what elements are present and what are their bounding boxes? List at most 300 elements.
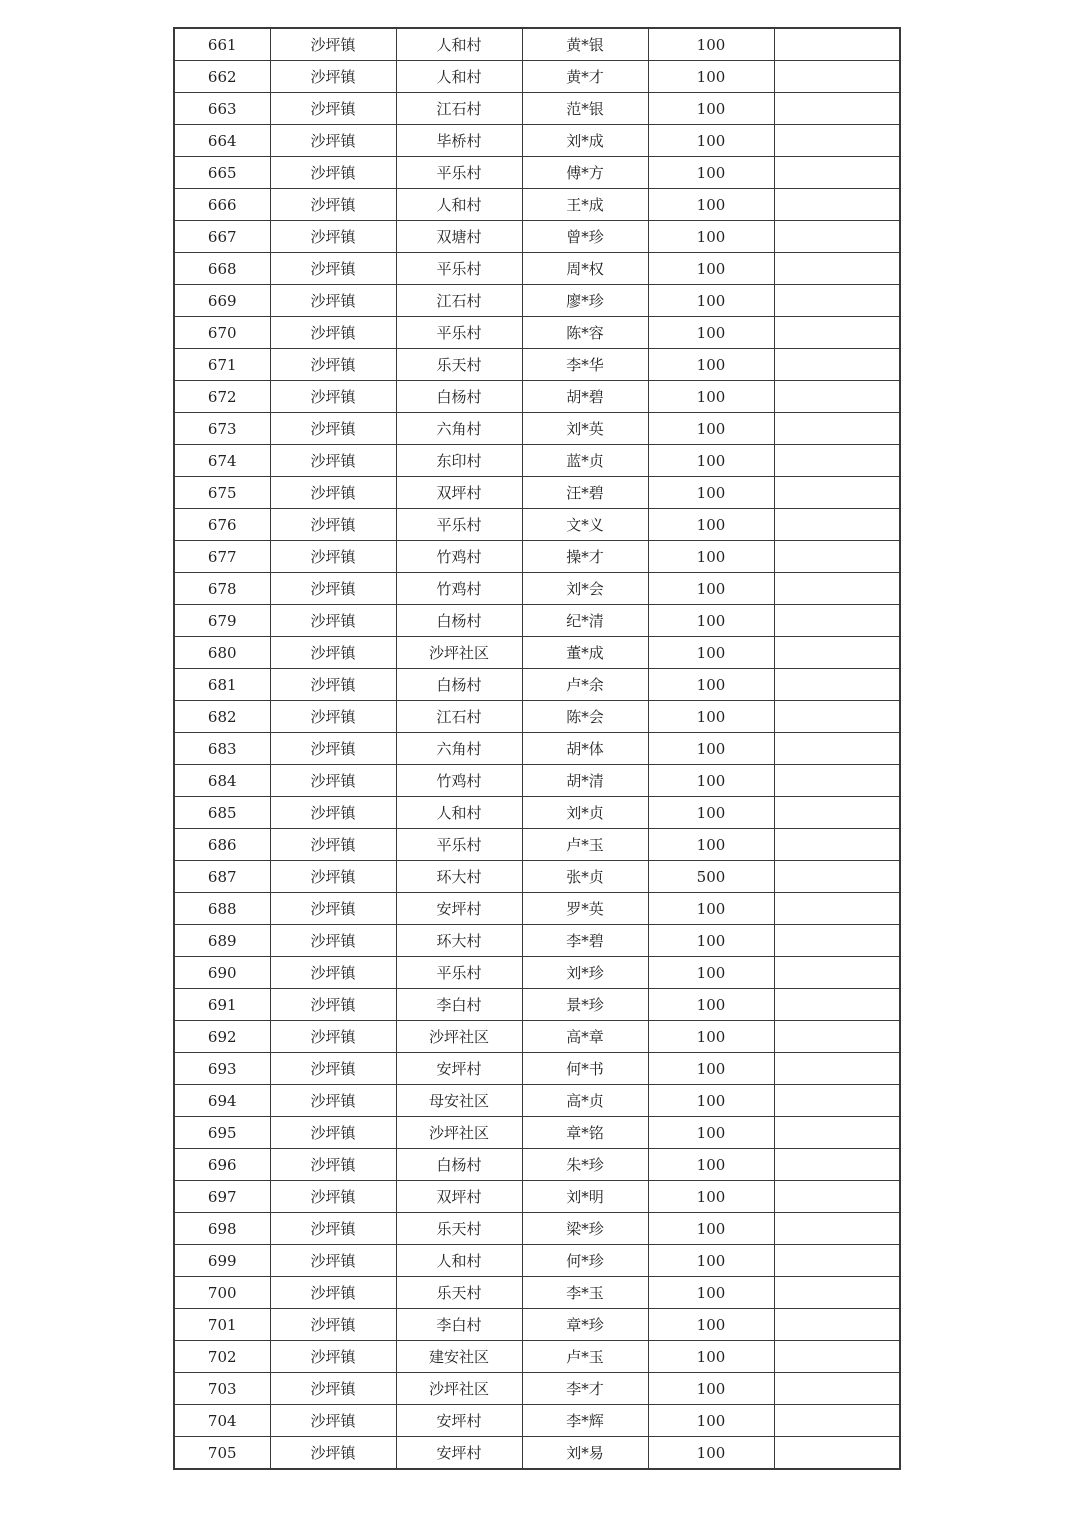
amount-cell: 100: [648, 1181, 774, 1213]
row-number-cell: 696: [174, 1149, 270, 1181]
village-cell: 乐天村: [396, 1213, 522, 1245]
note-cell: [774, 1085, 900, 1117]
name-cell: 卢*余: [522, 669, 648, 701]
name-cell: 胡*清: [522, 765, 648, 797]
town-cell: 沙坪镇: [270, 221, 396, 253]
row-number-cell: 685: [174, 797, 270, 829]
town-cell: 沙坪镇: [270, 1117, 396, 1149]
town-cell: 沙坪镇: [270, 701, 396, 733]
village-cell: 乐天村: [396, 349, 522, 381]
town-cell: 沙坪镇: [270, 125, 396, 157]
table-row: [174, 93, 900, 125]
row-number-cell: 694: [174, 1085, 270, 1117]
note-cell: [774, 285, 900, 317]
village-cell: 毕桥村: [396, 125, 522, 157]
table-row: [174, 1277, 900, 1309]
name-cell: 高*贞: [522, 1085, 648, 1117]
amount-cell: 100: [648, 221, 774, 253]
table-row: [174, 541, 900, 573]
table-row: [174, 1149, 900, 1181]
table-row: [174, 1373, 900, 1405]
village-cell: 环大村: [396, 861, 522, 893]
name-cell: 王*成: [522, 189, 648, 221]
town-cell: 沙坪镇: [270, 1181, 396, 1213]
name-cell: 何*书: [522, 1053, 648, 1085]
row-number-cell: 674: [174, 445, 270, 477]
note-cell: [774, 1405, 900, 1437]
name-cell: 范*银: [522, 93, 648, 125]
row-number-cell: 702: [174, 1341, 270, 1373]
recipient-table: [173, 27, 901, 1470]
table-row: [174, 957, 900, 989]
town-cell: 沙坪镇: [270, 925, 396, 957]
amount-cell: 100: [648, 253, 774, 285]
village-cell: 沙坪社区: [396, 1373, 522, 1405]
name-cell: 章*铭: [522, 1117, 648, 1149]
name-cell: 李*华: [522, 349, 648, 381]
name-cell: 胡*体: [522, 733, 648, 765]
town-cell: 沙坪镇: [270, 157, 396, 189]
note-cell: [774, 861, 900, 893]
name-cell: 朱*珍: [522, 1149, 648, 1181]
town-cell: 沙坪镇: [270, 1277, 396, 1309]
note-cell: [774, 925, 900, 957]
name-cell: 周*权: [522, 253, 648, 285]
row-number-cell: 667: [174, 221, 270, 253]
table-row: [174, 1085, 900, 1117]
village-cell: 白杨村: [396, 605, 522, 637]
amount-cell: 100: [648, 797, 774, 829]
table-row: [174, 797, 900, 829]
amount-cell: 100: [648, 1053, 774, 1085]
note-cell: [774, 893, 900, 925]
name-cell: 文*义: [522, 509, 648, 541]
town-cell: 沙坪镇: [270, 189, 396, 221]
town-cell: 沙坪镇: [270, 861, 396, 893]
table-row: [174, 1053, 900, 1085]
row-number-cell: 699: [174, 1245, 270, 1277]
note-cell: [774, 541, 900, 573]
amount-cell: 100: [648, 93, 774, 125]
note-cell: [774, 93, 900, 125]
name-cell: 李*碧: [522, 925, 648, 957]
amount-cell: 100: [648, 1277, 774, 1309]
amount-cell: 100: [648, 605, 774, 637]
amount-cell: 100: [648, 509, 774, 541]
amount-cell: 100: [648, 28, 774, 61]
note-cell: [774, 509, 900, 541]
amount-cell: 100: [648, 157, 774, 189]
table-row: [174, 285, 900, 317]
amount-cell: 100: [648, 1085, 774, 1117]
table-row: [174, 189, 900, 221]
row-number-cell: 700: [174, 1277, 270, 1309]
amount-cell: 100: [648, 637, 774, 669]
village-cell: 沙坪社区: [396, 637, 522, 669]
row-number-cell: 676: [174, 509, 270, 541]
name-cell: 李*辉: [522, 1405, 648, 1437]
note-cell: [774, 1181, 900, 1213]
name-cell: 李*玉: [522, 1277, 648, 1309]
row-number-cell: 661: [174, 28, 270, 61]
town-cell: 沙坪镇: [270, 1149, 396, 1181]
table-row: [174, 317, 900, 349]
note-cell: [774, 669, 900, 701]
row-number-cell: 692: [174, 1021, 270, 1053]
village-cell: 沙坪社区: [396, 1021, 522, 1053]
row-number-cell: 687: [174, 861, 270, 893]
village-cell: 江石村: [396, 701, 522, 733]
town-cell: 沙坪镇: [270, 1053, 396, 1085]
town-cell: 沙坪镇: [270, 893, 396, 925]
town-cell: 沙坪镇: [270, 28, 396, 61]
name-cell: 梁*珍: [522, 1213, 648, 1245]
name-cell: 卢*玉: [522, 829, 648, 861]
amount-cell: 100: [648, 573, 774, 605]
amount-cell: 100: [648, 1341, 774, 1373]
village-cell: 安坪村: [396, 893, 522, 925]
village-cell: 江石村: [396, 93, 522, 125]
note-cell: [774, 413, 900, 445]
table-row: [174, 253, 900, 285]
row-number-cell: 664: [174, 125, 270, 157]
name-cell: 刘*贞: [522, 797, 648, 829]
row-number-cell: 689: [174, 925, 270, 957]
town-cell: 沙坪镇: [270, 349, 396, 381]
row-number-cell: 671: [174, 349, 270, 381]
table-row: [174, 445, 900, 477]
table-row: [174, 1405, 900, 1437]
row-number-cell: 703: [174, 1373, 270, 1405]
note-cell: [774, 28, 900, 61]
note-cell: [774, 61, 900, 93]
village-cell: 人和村: [396, 797, 522, 829]
table-row: [174, 221, 900, 253]
row-number-cell: 675: [174, 477, 270, 509]
village-cell: 平乐村: [396, 253, 522, 285]
town-cell: 沙坪镇: [270, 829, 396, 861]
village-cell: 人和村: [396, 189, 522, 221]
village-cell: 人和村: [396, 28, 522, 61]
row-number-cell: 698: [174, 1213, 270, 1245]
note-cell: [774, 1245, 900, 1277]
amount-cell: 100: [648, 1405, 774, 1437]
note-cell: [774, 1277, 900, 1309]
town-cell: 沙坪镇: [270, 285, 396, 317]
name-cell: 李*才: [522, 1373, 648, 1405]
name-cell: 景*珍: [522, 989, 648, 1021]
note-cell: [774, 797, 900, 829]
note-cell: [774, 637, 900, 669]
town-cell: 沙坪镇: [270, 1373, 396, 1405]
note-cell: [774, 1117, 900, 1149]
amount-cell: 100: [648, 125, 774, 157]
table-row: [174, 381, 900, 413]
table-row: [174, 1437, 900, 1470]
village-cell: 母安社区: [396, 1085, 522, 1117]
table-row: [174, 733, 900, 765]
village-cell: 安坪村: [396, 1053, 522, 1085]
table-row: [174, 669, 900, 701]
name-cell: 曾*珍: [522, 221, 648, 253]
row-number-cell: 683: [174, 733, 270, 765]
village-cell: 安坪村: [396, 1437, 522, 1470]
amount-cell: 100: [648, 381, 774, 413]
row-number-cell: 662: [174, 61, 270, 93]
note-cell: [774, 253, 900, 285]
name-cell: 卢*玉: [522, 1341, 648, 1373]
amount-cell: 100: [648, 765, 774, 797]
village-cell: 白杨村: [396, 669, 522, 701]
village-cell: 李白村: [396, 1309, 522, 1341]
name-cell: 操*才: [522, 541, 648, 573]
village-cell: 沙坪社区: [396, 1117, 522, 1149]
town-cell: 沙坪镇: [270, 381, 396, 413]
town-cell: 沙坪镇: [270, 1437, 396, 1470]
note-cell: [774, 605, 900, 637]
row-number-cell: 684: [174, 765, 270, 797]
row-number-cell: 681: [174, 669, 270, 701]
table-row: [174, 925, 900, 957]
amount-cell: 100: [648, 349, 774, 381]
amount-cell: 100: [648, 1117, 774, 1149]
note-cell: [774, 989, 900, 1021]
row-number-cell: 673: [174, 413, 270, 445]
name-cell: 蓝*贞: [522, 445, 648, 477]
table-row: [174, 701, 900, 733]
amount-cell: 100: [648, 893, 774, 925]
name-cell: 董*成: [522, 637, 648, 669]
name-cell: 高*章: [522, 1021, 648, 1053]
table-row: [174, 28, 900, 61]
note-cell: [774, 125, 900, 157]
village-cell: 白杨村: [396, 1149, 522, 1181]
note-cell: [774, 1053, 900, 1085]
amount-cell: 100: [648, 541, 774, 573]
town-cell: 沙坪镇: [270, 605, 396, 637]
table-row: [174, 509, 900, 541]
town-cell: 沙坪镇: [270, 413, 396, 445]
table-row: [174, 605, 900, 637]
row-number-cell: 691: [174, 989, 270, 1021]
village-cell: 平乐村: [396, 829, 522, 861]
name-cell: 廖*珍: [522, 285, 648, 317]
town-cell: 沙坪镇: [270, 61, 396, 93]
town-cell: 沙坪镇: [270, 253, 396, 285]
table-row: [174, 765, 900, 797]
name-cell: 刘*英: [522, 413, 648, 445]
note-cell: [774, 1021, 900, 1053]
name-cell: 刘*易: [522, 1437, 648, 1470]
row-number-cell: 665: [174, 157, 270, 189]
table-row: [174, 1181, 900, 1213]
row-number-cell: 695: [174, 1117, 270, 1149]
amount-cell: 100: [648, 669, 774, 701]
table-row: [174, 637, 900, 669]
name-cell: 章*珍: [522, 1309, 648, 1341]
table-row: [174, 125, 900, 157]
amount-cell: 100: [648, 61, 774, 93]
amount-cell: 100: [648, 189, 774, 221]
amount-cell: 100: [648, 1021, 774, 1053]
amount-cell: 100: [648, 829, 774, 861]
table-row: [174, 893, 900, 925]
note-cell: [774, 157, 900, 189]
town-cell: 沙坪镇: [270, 765, 396, 797]
village-cell: 双塘村: [396, 221, 522, 253]
table-row: [174, 349, 900, 381]
amount-cell: 100: [648, 957, 774, 989]
table-row: [174, 157, 900, 189]
name-cell: 何*珍: [522, 1245, 648, 1277]
amount-cell: 100: [648, 1245, 774, 1277]
row-number-cell: 663: [174, 93, 270, 125]
village-cell: 人和村: [396, 61, 522, 93]
row-number-cell: 690: [174, 957, 270, 989]
village-cell: 江石村: [396, 285, 522, 317]
row-number-cell: 701: [174, 1309, 270, 1341]
table-row: [174, 989, 900, 1021]
name-cell: 罗*英: [522, 893, 648, 925]
village-cell: 竹鸡村: [396, 573, 522, 605]
name-cell: 傅*方: [522, 157, 648, 189]
row-number-cell: 677: [174, 541, 270, 573]
row-number-cell: 669: [174, 285, 270, 317]
village-cell: 竹鸡村: [396, 765, 522, 797]
note-cell: [774, 1437, 900, 1470]
village-cell: 白杨村: [396, 381, 522, 413]
name-cell: 刘*珍: [522, 957, 648, 989]
amount-cell: 100: [648, 989, 774, 1021]
town-cell: 沙坪镇: [270, 669, 396, 701]
village-cell: 竹鸡村: [396, 541, 522, 573]
village-cell: 人和村: [396, 1245, 522, 1277]
village-cell: 平乐村: [396, 509, 522, 541]
amount-cell: 500: [648, 861, 774, 893]
amount-cell: 100: [648, 733, 774, 765]
amount-cell: 100: [648, 445, 774, 477]
note-cell: [774, 701, 900, 733]
table-body: [174, 28, 900, 1469]
name-cell: 张*贞: [522, 861, 648, 893]
town-cell: 沙坪镇: [270, 989, 396, 1021]
village-cell: 安坪村: [396, 1405, 522, 1437]
note-cell: [774, 1341, 900, 1373]
town-cell: 沙坪镇: [270, 317, 396, 349]
note-cell: [774, 477, 900, 509]
village-cell: 环大村: [396, 925, 522, 957]
note-cell: [774, 733, 900, 765]
village-cell: 双坪村: [396, 477, 522, 509]
table-row: [174, 1021, 900, 1053]
town-cell: 沙坪镇: [270, 1341, 396, 1373]
name-cell: 陈*容: [522, 317, 648, 349]
village-cell: 平乐村: [396, 957, 522, 989]
amount-cell: 100: [648, 413, 774, 445]
village-cell: 乐天村: [396, 1277, 522, 1309]
note-cell: [774, 829, 900, 861]
note-cell: [774, 573, 900, 605]
name-cell: 刘*会: [522, 573, 648, 605]
amount-cell: 100: [648, 285, 774, 317]
town-cell: 沙坪镇: [270, 1405, 396, 1437]
row-number-cell: 666: [174, 189, 270, 221]
row-number-cell: 670: [174, 317, 270, 349]
name-cell: 纪*清: [522, 605, 648, 637]
name-cell: 黄*才: [522, 61, 648, 93]
amount-cell: 100: [648, 477, 774, 509]
table-row: [174, 1117, 900, 1149]
table-row: [174, 829, 900, 861]
town-cell: 沙坪镇: [270, 957, 396, 989]
amount-cell: 100: [648, 1213, 774, 1245]
amount-cell: 100: [648, 1149, 774, 1181]
row-number-cell: 682: [174, 701, 270, 733]
note-cell: [774, 1149, 900, 1181]
town-cell: 沙坪镇: [270, 1213, 396, 1245]
town-cell: 沙坪镇: [270, 1309, 396, 1341]
town-cell: 沙坪镇: [270, 733, 396, 765]
note-cell: [774, 221, 900, 253]
table-row: [174, 1341, 900, 1373]
note-cell: [774, 765, 900, 797]
note-cell: [774, 445, 900, 477]
row-number-cell: 688: [174, 893, 270, 925]
amount-cell: 100: [648, 1437, 774, 1470]
row-number-cell: 672: [174, 381, 270, 413]
village-cell: 六角村: [396, 413, 522, 445]
amount-cell: 100: [648, 925, 774, 957]
row-number-cell: 705: [174, 1437, 270, 1470]
village-cell: 平乐村: [396, 317, 522, 349]
table-row: [174, 477, 900, 509]
town-cell: 沙坪镇: [270, 1021, 396, 1053]
row-number-cell: 693: [174, 1053, 270, 1085]
row-number-cell: 680: [174, 637, 270, 669]
note-cell: [774, 1213, 900, 1245]
row-number-cell: 686: [174, 829, 270, 861]
village-cell: 东印村: [396, 445, 522, 477]
table-row: [174, 1213, 900, 1245]
amount-cell: 100: [648, 1309, 774, 1341]
row-number-cell: 697: [174, 1181, 270, 1213]
amount-cell: 100: [648, 701, 774, 733]
name-cell: 刘*明: [522, 1181, 648, 1213]
town-cell: 沙坪镇: [270, 1085, 396, 1117]
name-cell: 黄*银: [522, 28, 648, 61]
village-cell: 六角村: [396, 733, 522, 765]
table-row: [174, 1245, 900, 1277]
note-cell: [774, 349, 900, 381]
town-cell: 沙坪镇: [270, 637, 396, 669]
name-cell: 陈*会: [522, 701, 648, 733]
name-cell: 刘*成: [522, 125, 648, 157]
town-cell: 沙坪镇: [270, 445, 396, 477]
village-cell: 双坪村: [396, 1181, 522, 1213]
amount-cell: 100: [648, 317, 774, 349]
amount-cell: 100: [648, 1373, 774, 1405]
table-row: [174, 61, 900, 93]
row-number-cell: 704: [174, 1405, 270, 1437]
note-cell: [774, 317, 900, 349]
village-cell: 李白村: [396, 989, 522, 1021]
town-cell: 沙坪镇: [270, 573, 396, 605]
village-cell: 平乐村: [396, 157, 522, 189]
town-cell: 沙坪镇: [270, 797, 396, 829]
row-number-cell: 668: [174, 253, 270, 285]
table-row: [174, 573, 900, 605]
row-number-cell: 679: [174, 605, 270, 637]
